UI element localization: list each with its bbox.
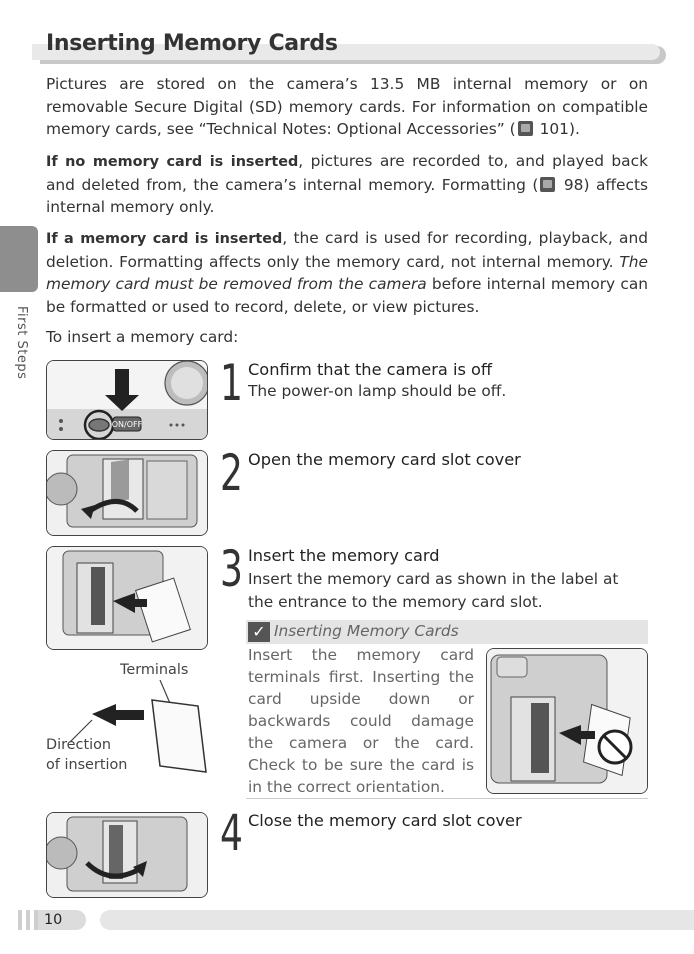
note-text: Insert the memory card terminals first. Inserting the card upside down or backwards could damage the camera or the card. Check to be sure the card is in the correct orientation.: [248, 646, 474, 796]
note-divider: [246, 798, 648, 799]
note-header: [246, 620, 648, 644]
camera-card-insert-svg: [47, 547, 208, 650]
text-run: igital (SD) memory cards. For information on compatible memory cards, see “Technical Notes: Optional Accessories” (: [46, 97, 648, 139]
footer-tick: [26, 910, 30, 930]
step-1-heading: Confirm that the camera is off: [248, 360, 493, 379]
check-icon: ✓: [248, 622, 270, 642]
footer-ticks: [0, 910, 40, 930]
terminals-callout: Terminals: [120, 662, 189, 678]
footer-bar: [100, 910, 694, 930]
text-run: S: [134, 97, 144, 116]
text-run: , the card is used for recording, playback, and deletion. Formatting affects only the memory card, not internal memory.: [46, 229, 648, 271]
intro-paragraph-3: [46, 227, 648, 318]
note-camera-illustration: [486, 648, 648, 794]
page-title: Inserting Memory Cards: [46, 31, 338, 56]
step-4-heading: Close the memory card slot cover: [248, 811, 522, 830]
step-2-heading: Open the memory card slot cover: [248, 450, 521, 469]
text-run: ecure: [143, 97, 194, 116]
direction-callout-line-2: of insertion: [46, 757, 128, 773]
section-label: First Steps: [14, 306, 29, 380]
on-off-label: ON/OFF: [111, 420, 143, 429]
step-3-heading: Insert the memory card: [248, 546, 440, 565]
text-run: , pictures are recorded to, and played back and deleted from, the camera’s internal memory. Formatting (: [46, 152, 648, 194]
step-2-camera-illustration: [46, 450, 208, 536]
wrong-orientation-svg: [487, 649, 648, 794]
page-number: 10: [44, 912, 63, 928]
camera-side-svg: [47, 451, 208, 536]
section-tab: [0, 226, 38, 292]
step-1-camera-illustration: [46, 360, 208, 440]
intro-paragraph-1: [46, 73, 648, 141]
intro-paragraph-2: [46, 150, 648, 219]
text-run: Pictures are stored on the camera’s 13.5 MB internal memory or on removable: [46, 75, 648, 116]
step-1-number: 1: [220, 354, 243, 412]
camera-close-cover-svg: [47, 813, 208, 898]
direction-callout-line-1: Direction: [46, 737, 112, 753]
step-3-camera-illustration: [46, 546, 208, 650]
reference-icon: [540, 177, 555, 192]
step-2-number: 2: [220, 444, 243, 502]
step-4-camera-illustration: [46, 812, 208, 898]
memory-card-diagram: [60, 680, 212, 780]
bold-lead: If a memory card is inserted: [46, 231, 283, 247]
note-title: Inserting Memory Cards: [274, 622, 459, 640]
bold-lead: If no memory card is inserted: [46, 154, 299, 170]
italic-emphasis: The memory card must be removed from the camera: [46, 252, 648, 294]
step-3-body: Insert the memory card as shown in the label at the entrance to the memory card slot.: [248, 570, 619, 611]
step-3-number: 3: [220, 540, 243, 598]
step-4-number: 4: [220, 804, 243, 862]
intro-paragraph-4: To insert a memory card:: [46, 328, 239, 346]
text-run: before internal memory can be formatted or used to record, delete, or view pictures.: [46, 275, 649, 316]
text-run: 101).: [534, 120, 580, 139]
text-run: D: [193, 97, 205, 116]
reference-icon: [518, 121, 533, 136]
text-run: 98) affects internal memory only.: [46, 175, 648, 217]
camera-top-svg: [47, 361, 208, 440]
footer-tick: [18, 910, 22, 930]
step-1-body: The power-on lamp should be off.: [248, 382, 507, 400]
